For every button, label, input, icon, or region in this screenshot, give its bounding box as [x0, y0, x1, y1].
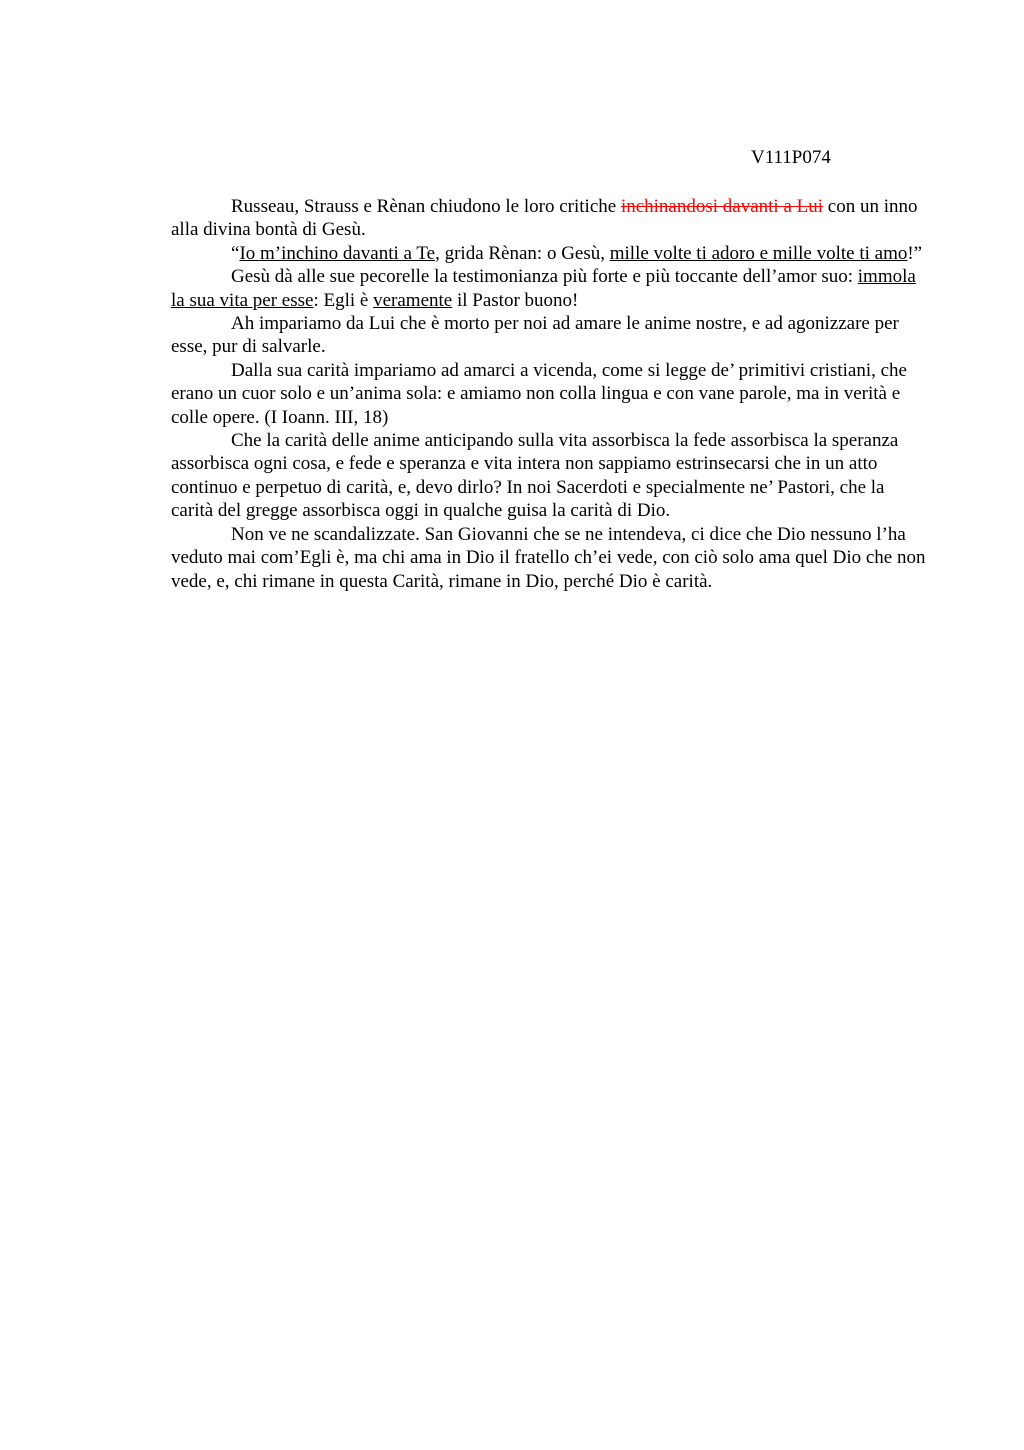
paragraph-3 [171, 265, 929, 312]
paragraph-2 [171, 242, 929, 265]
text-run: : Egli è [313, 289, 374, 311]
page-identifier: V111P074 [751, 147, 831, 168]
text-run: Gesù dà alle sue pecorelle la testimonianza più forte e più toccante dell’amor suo: [231, 266, 858, 288]
underlined-text: Io m’inchino davanti a Te [239, 242, 436, 264]
paragraph-7: Non ve ne scandalizzate. San Giovanni che se ne intendeva, ci dice che Dio nessuno l’ha veduto mai com’Egli è, ma chi ama in Dio il fratello ch’ei vede, con ciò solo ama quel Dio che non vede, e, chi rimane in questa Carità, rimane in Dio, perché Dio è carità. [171, 523, 926, 592]
deleted-text: inchinandosi davanti a Lui [620, 196, 824, 217]
paragraph-5: Dalla sua carità impariamo ad amarci a vicenda, come si legge de’ primitivi cristiani, che erano un cuor solo e un’anima sola: e amiamo non colla lingua e con vane parole, ma in verità e colle opere. (I Ioann. III, 18) [171, 359, 907, 428]
paragraph-1 [171, 195, 929, 242]
text-run: con un inno alla divina bontà di Gesù. [171, 196, 918, 241]
underlined-text: mille volte ti adoro e mille volte ti amo [609, 242, 908, 264]
text-run: Russeau, Strauss e Rènan chiudono le loro critiche [231, 196, 621, 217]
underlined-text: immola la sua vita per esse [171, 266, 916, 311]
paragraph-6: Che la carità delle anime anticipando sulla vita assorbisca la fede assorbisca la speranza assorbisca ogni cosa, e fede e speranza e vita intera non sappiamo estrinsecarsi che in un atto continuo e perpetuo di carità, e, devo dirlo? In noi Sacerdoti e specialmente ne’ Pastori, che la carità del gregge assorbisca oggi in qualche guisa la carità di Dio. [171, 430, 899, 522]
document-body [171, 195, 929, 593]
paragraph-4: Ah impariamo da Lui che è morto per noi ad amare le anime nostre, e ad agonizzare per esse, pur di salvarle. [171, 313, 899, 358]
underlined-text: veramente [373, 289, 453, 311]
text-run: , grida Rènan: o Gesù, [435, 242, 610, 264]
text-run: il Pastor buono! [452, 289, 579, 311]
text-run: “ [231, 242, 240, 264]
text-run: !” [907, 242, 923, 264]
